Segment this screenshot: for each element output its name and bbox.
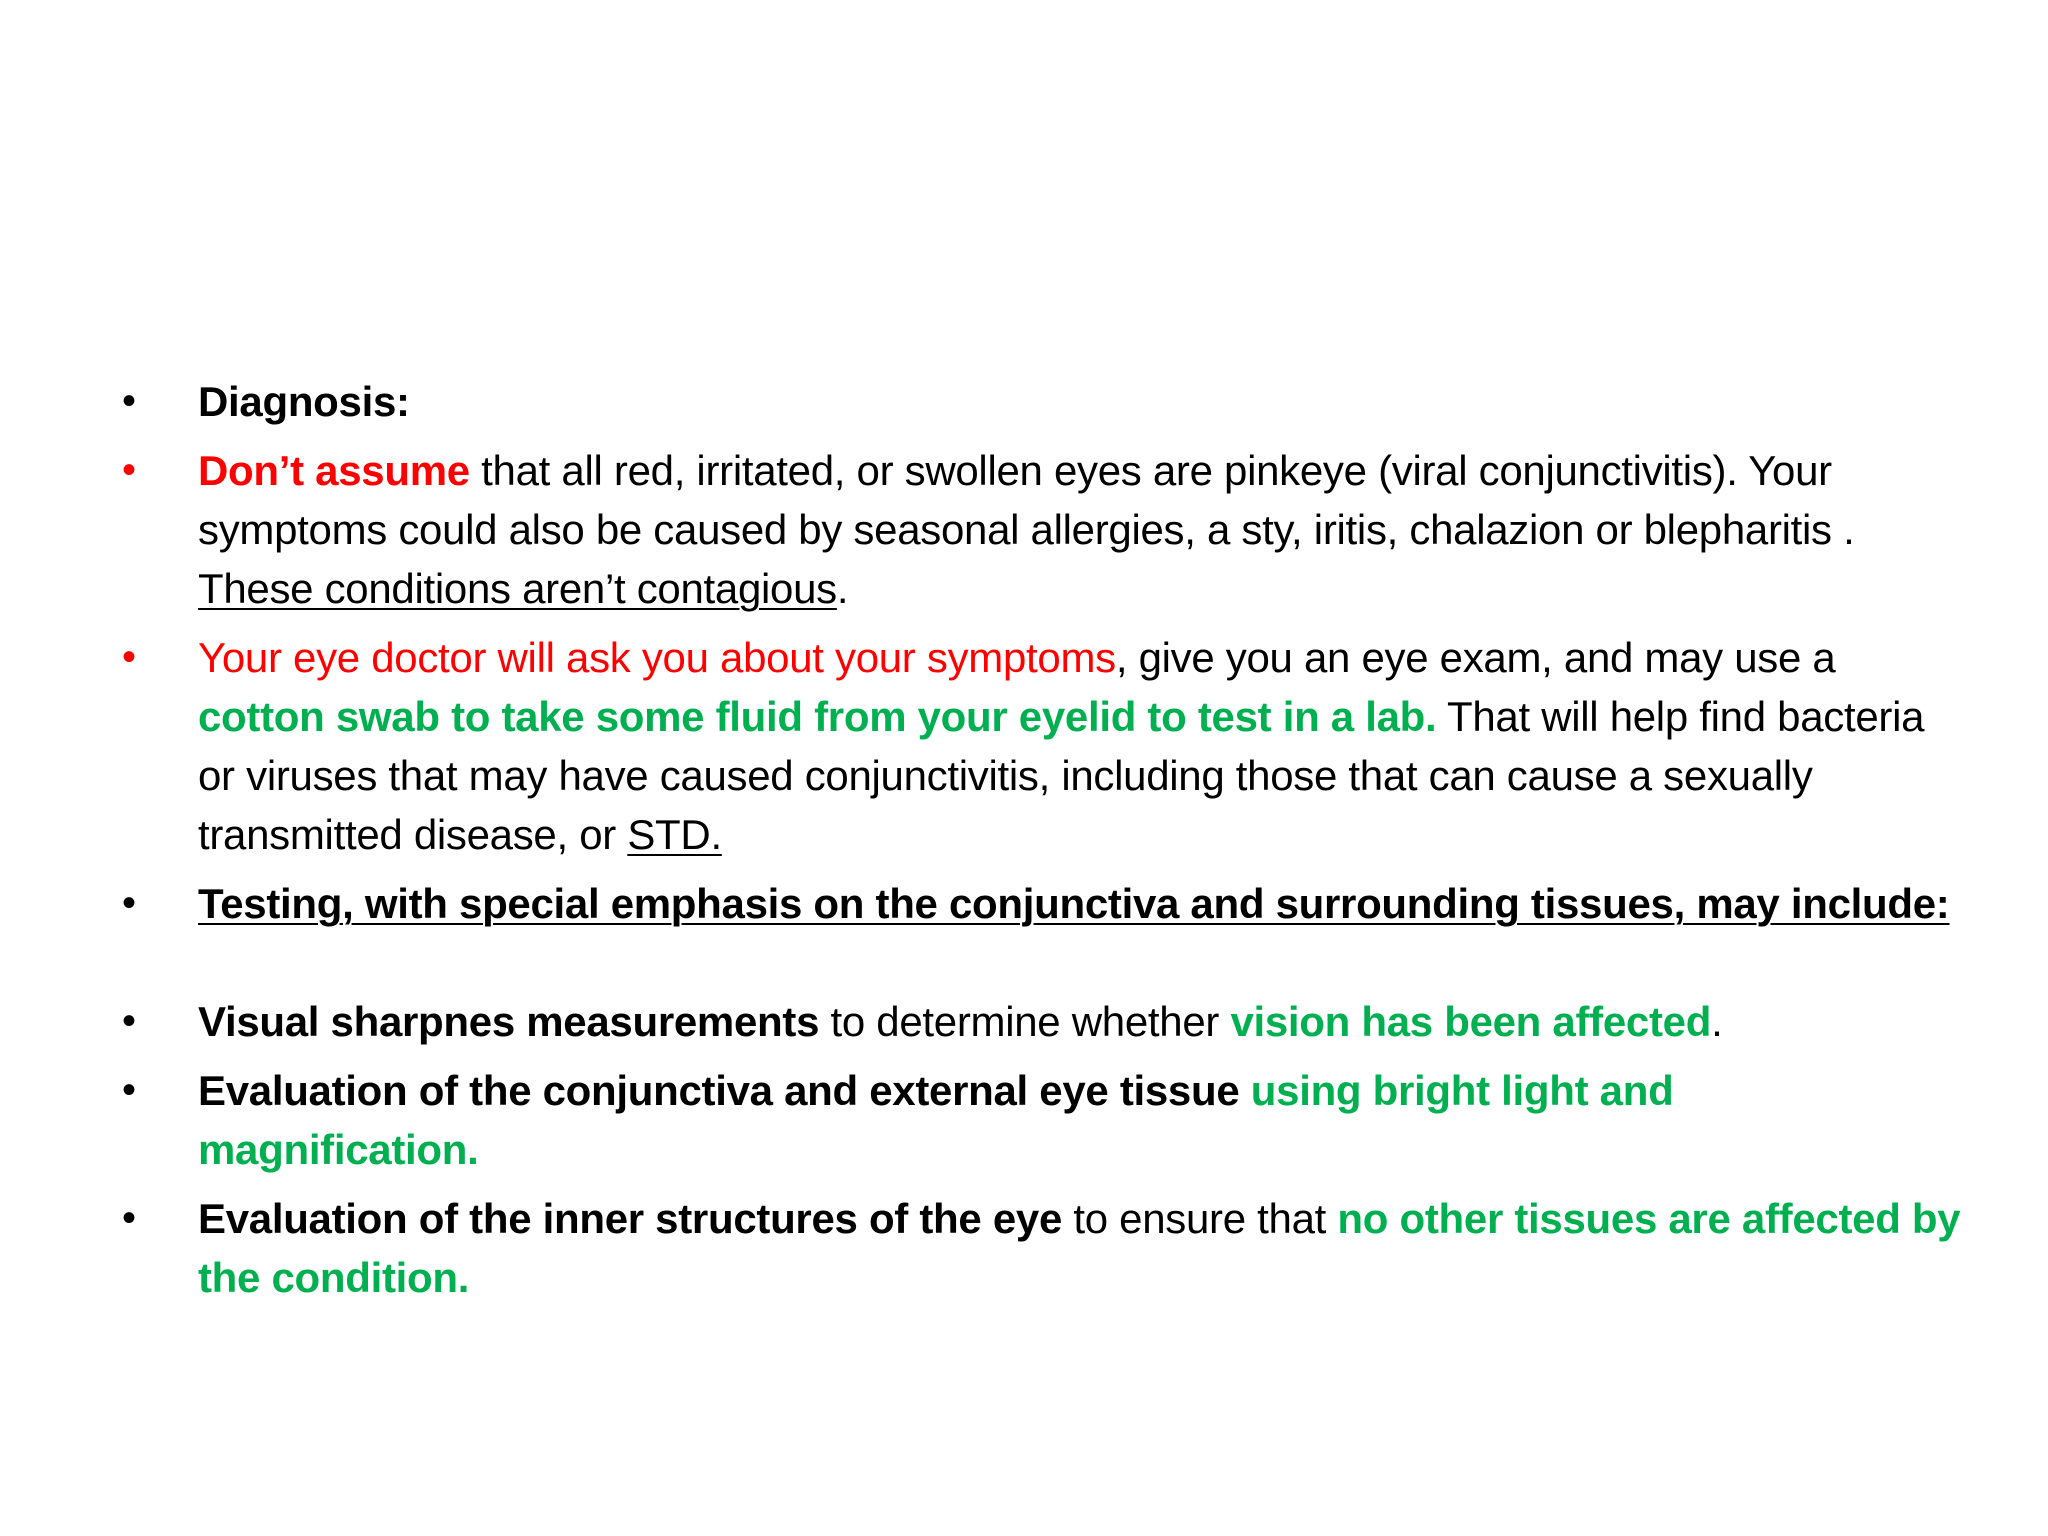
- vision-affected-emphasis: vision has been affected: [1230, 998, 1712, 1045]
- no-other-tissues-emphasis: no other tissues are affected by the condition.: [198, 1195, 1961, 1301]
- external-evaluation-space: [1239, 1067, 1250, 1114]
- bullet-icon: •: [122, 999, 136, 1043]
- visual-sharpness-end: .: [1711, 998, 1723, 1045]
- inner-evaluation-body: to ensure that: [1062, 1195, 1338, 1242]
- bullet-icon: •: [122, 1068, 136, 1112]
- external-evaluation-term: Evaluation of the conjunctiva and external eye tissue: [198, 1067, 1240, 1114]
- testing-heading: Testing, with special emphasis on the conjunctiva and surrounding tissues, may include:: [198, 880, 1950, 927]
- eye-doctor-lead: Your eye doctor will ask you about your symptoms: [198, 634, 1116, 681]
- bullet-icon: •: [122, 635, 136, 679]
- bullet-icon: •: [122, 379, 136, 423]
- not-contagious-note: These conditions aren’t contagious: [198, 565, 837, 612]
- bullet-item-testing-heading: [122, 874, 1962, 933]
- visual-sharpness-body: to determine whether: [819, 998, 1231, 1045]
- visual-sharpness-term: Visual sharpnes measurements: [198, 998, 820, 1045]
- bullet-item-diagnosis: [122, 372, 1962, 431]
- std-term: STD.: [627, 811, 722, 858]
- bullet-item-dont-assume: [122, 441, 1962, 618]
- dont-assume-body: that all red, irritated, or swollen eyes are pinkeye (viral conjunctivitis). Your symptoms could also be caused by seasonal allergies, a sty, iritis, chalazion or blepharitis .: [198, 447, 1855, 553]
- eye-doctor-rest: That will help find bacteria or viruses that may have caused conjunctivitis, including those that can cause a sexually transmitted disease, or: [198, 693, 1925, 858]
- bullet-item-visual-sharpness: [122, 992, 1962, 1051]
- bullet-item-inner-evaluation: [122, 1189, 1962, 1307]
- inner-evaluation-term: Evaluation of the inner structures of the eye: [198, 1195, 1063, 1242]
- bullet-list: [122, 372, 1962, 1317]
- bullet-item-external-evaluation: [122, 1061, 1962, 1179]
- dont-assume-end: .: [836, 565, 849, 612]
- bullet-icon: •: [122, 881, 136, 925]
- bullet-icon: •: [122, 448, 136, 492]
- diagnosis-heading: Diagnosis:: [198, 378, 410, 425]
- dont-assume-emphasis: Don’t assume: [198, 447, 470, 494]
- bright-light-emphasis: using bright light and magnification.: [198, 1067, 1674, 1173]
- cotton-swab-emphasis: cotton swab to take some fluid from your eyelid to test in a lab.: [198, 693, 1437, 740]
- bullet-item-eye-doctor: [122, 628, 1962, 864]
- eye-doctor-body: , give you an eye exam, and may use a: [1115, 634, 1836, 681]
- bullet-icon: •: [122, 1196, 136, 1240]
